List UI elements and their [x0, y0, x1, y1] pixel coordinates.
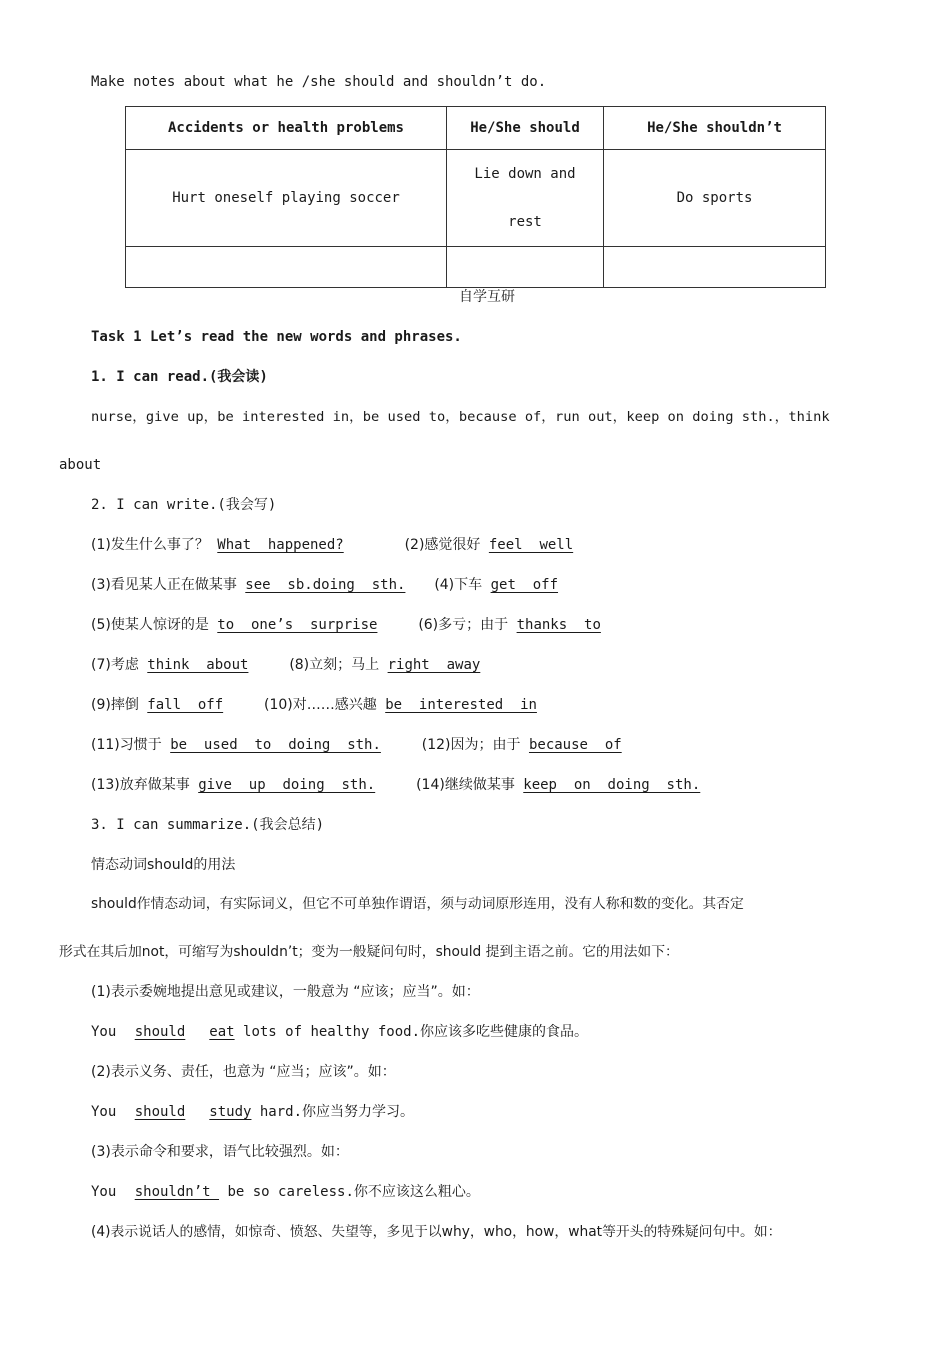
table-cell-line: Lie down and: [474, 166, 576, 182]
write-answer: see sb.doing sth.: [245, 577, 406, 593]
write-answer: feel well: [488, 537, 574, 553]
example-blank: should: [134, 1104, 186, 1120]
summarize-paragraph: 形式在其后加not，可缩写为shouldn’t；变为一般疑问句时，should 提到主语之前。它的用法如下：: [59, 944, 679, 960]
write-answer: keep on doing sth.: [523, 777, 701, 793]
table-header: He/She should: [447, 107, 604, 150]
write-answer: right away: [387, 657, 481, 673]
write-question: (1)发生什么事了？: [91, 537, 209, 553]
table-cell-line: rest: [508, 214, 542, 230]
usage-2: (2)表示义务、责任，也意为 “应当；应该”。如：: [91, 1064, 396, 1080]
write-question: (9)摔倒: [91, 697, 139, 713]
example-part: be so careless.你不应该这么粗心。: [219, 1184, 480, 1200]
write-answer: give up doing sth.: [198, 777, 376, 793]
write-question: (10)对……感兴趣: [264, 697, 377, 713]
write-row: [91, 775, 700, 795]
write-question: (2)感觉很好: [404, 537, 481, 553]
table-cell-should: [447, 150, 604, 247]
summarize-subtitle: 情态动词should的用法: [91, 857, 236, 873]
write-answer: fall off: [147, 697, 224, 713]
task1-heading: Task 1 Let’s read the new words and phrases.: [91, 329, 462, 345]
example-blank: should: [134, 1024, 186, 1040]
example-part: You: [91, 1024, 125, 1040]
example-sentence: [91, 1182, 480, 1202]
intro-text: Make notes about what he /she should and shouldn’t do.: [91, 74, 547, 90]
write-answer: because of: [528, 737, 622, 753]
example-blank: eat: [209, 1024, 235, 1040]
write-answer: What happened?: [217, 537, 344, 553]
read-heading: 1. I can read.(我会读): [91, 369, 268, 385]
write-answer: to one’s surprise: [217, 617, 378, 633]
section-title: 自学互研: [459, 289, 515, 305]
example-part: You: [91, 1104, 125, 1120]
example-blank: shouldn’t: [134, 1184, 220, 1200]
table-header-row: [126, 107, 826, 150]
notes-table: [125, 106, 826, 288]
table-row: [126, 247, 826, 288]
write-answer: be used to doing sth.: [170, 737, 381, 753]
table-header: Accidents or health problems: [126, 107, 447, 150]
example-part: You: [91, 1184, 125, 1200]
example-sentence: [91, 1022, 588, 1042]
table-cell-empty: [126, 247, 447, 288]
usage-1: (1)表示委婉地提出意见或建议，一般意为 “应该；应当”。如：: [91, 984, 480, 1000]
read-words-line1: nurse，give up，be interested in，be used to，because of，run out，keep on doing sth.，think: [91, 409, 830, 425]
usage-3: (3)表示命令和要求，语气比较强烈。如：: [91, 1144, 349, 1160]
write-question: (4)下车: [434, 577, 483, 593]
example-part: lots of healthy food.你应该多吃些健康的食品。: [234, 1024, 589, 1040]
write-answer: think about: [147, 657, 249, 673]
read-words-line2: about: [59, 457, 102, 473]
write-question: (7)考虑: [91, 657, 139, 673]
write-question: (8)立刻；马上: [289, 657, 380, 673]
table-cell-problem: Hurt oneself playing soccer: [126, 150, 447, 247]
write-question: (6)多亏；由于: [418, 617, 509, 633]
write-question: (12)因为；由于: [421, 737, 521, 753]
write-question: (5)使某人惊讶的是: [91, 617, 209, 633]
table-cell-shouldnt: Do sports: [604, 150, 826, 247]
write-row: [91, 695, 537, 715]
write-question: (11)习惯于: [91, 737, 162, 753]
summarize-paragraph: should作情态动词，有实际词义，但它不可单独作谓语，须与动词原形连用，没有人称和数的变化。其否定: [91, 896, 744, 912]
table-row: [126, 150, 826, 247]
usage-4: (4)表示说话人的感情，如惊奇、愤怒、失望等，多见于以why，who，how，what等开头的特殊疑问句中。如：: [91, 1224, 782, 1240]
write-row: [91, 575, 558, 595]
write-row: [91, 535, 573, 555]
write-question: (14)继续做某事: [416, 777, 515, 793]
write-row: [91, 655, 480, 675]
write-answer: thanks to: [516, 617, 601, 633]
write-answer: get off: [490, 577, 559, 593]
write-answer: be interested in: [385, 697, 537, 713]
table-header: He/She shouldn’t: [604, 107, 826, 150]
write-row: [91, 615, 601, 635]
table-cell-empty: [447, 247, 604, 288]
summarize-heading: 3. I can summarize.(我会总结): [91, 817, 325, 833]
table-cell-empty: [604, 247, 826, 288]
example-part: hard.你应当努力学习。: [251, 1104, 415, 1120]
example-blank: study: [209, 1104, 252, 1120]
write-row: [91, 735, 622, 755]
write-question: (3)看见某人正在做某事: [91, 577, 237, 593]
example-sentence: [91, 1102, 414, 1122]
write-question: (13)放弃做某事: [91, 777, 190, 793]
write-heading: 2. I can write.(我会写): [91, 497, 277, 513]
